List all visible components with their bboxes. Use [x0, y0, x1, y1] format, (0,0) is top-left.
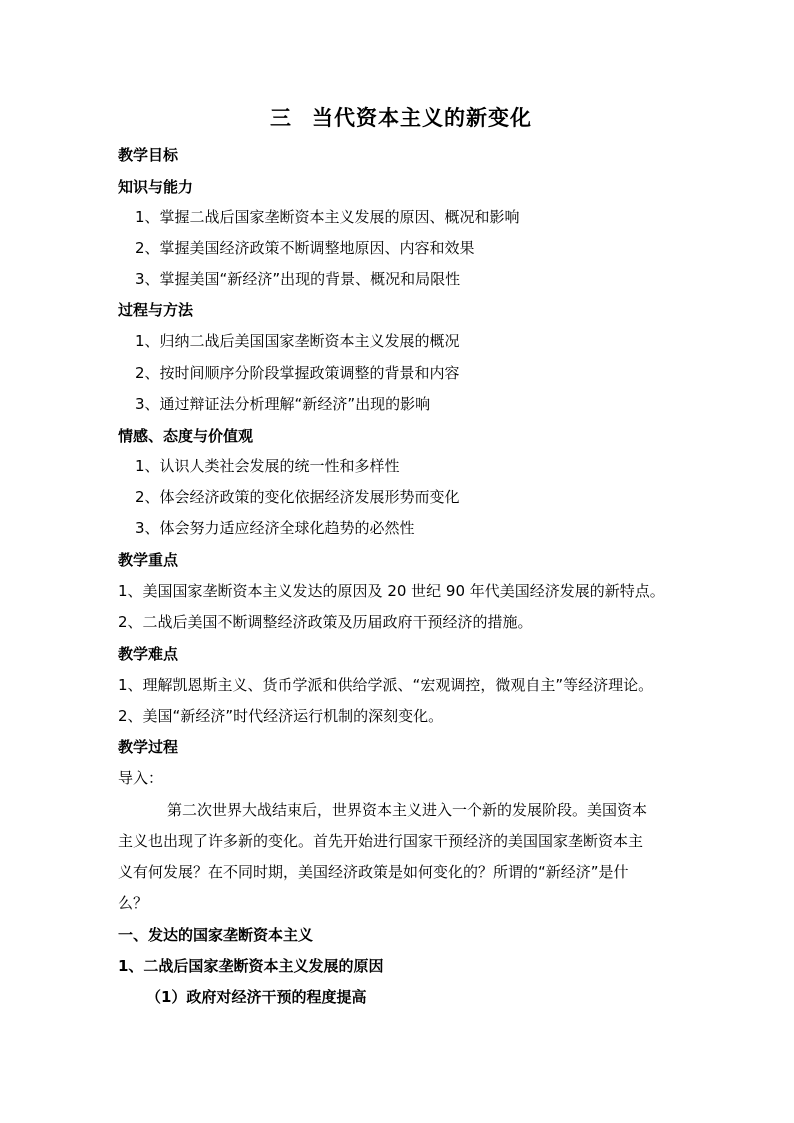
subsection-heading: 1、二战后国家垄断资本主义发展的原因: [118, 957, 384, 975]
intro-paragraph-line: 主义也出现了许多新的变化。首先开始进行国家干预经济的美国国家垄断资本主: [118, 832, 644, 850]
knowledge-item: 1、掌握二战后国家垄断资本主义发展的原因、概况和影响: [135, 208, 520, 226]
knowledge-heading: 知识与能力: [118, 178, 194, 196]
objectives-heading: 教学目标: [118, 146, 179, 164]
key-point-item: 1、美国国家垄断资本主义发达的原因及 20 世纪 90 年代美国经济发展的新特点。: [118, 582, 665, 600]
key-point-item: 2、二战后美国不断调整经济政策及历届政府干预经济的措施。: [118, 613, 533, 631]
title-number: 三: [270, 106, 292, 130]
process-item: 3、通过辩证法分析理解“新经济”出现的影响: [135, 395, 431, 413]
document-title: [270, 104, 532, 132]
intro-paragraph-line: 第二次世界大战结束后，世界资本主义进入一个新的发展阶段。美国资本: [167, 801, 648, 819]
process-item: 2、按时间顺序分阶段掌握政策调整的背景和内容: [135, 364, 460, 382]
intro-paragraph-line: 义有何发展？在不同时期，美国经济政策是如何变化的？所谓的“新经济”是什: [118, 863, 629, 881]
point-heading: （1）政府对经济干预的程度提高: [146, 988, 367, 1006]
intro-label: 导入：: [118, 769, 164, 787]
difficulty-item: 1、理解凯恩斯主义、货币学派和供给学派、“宏观调控，微观自主”等经济理论。: [118, 676, 654, 694]
values-item: 3、体会努力适应经济全球化趋势的必然性: [135, 519, 415, 537]
procedure-heading: 教学过程: [118, 738, 179, 756]
knowledge-item: 3、掌握美国“新经济”出现的背景、概况和局限性: [135, 270, 461, 288]
values-heading: 情感、态度与价值观: [118, 427, 254, 445]
values-item: 1、认识人类社会发展的统一性和多样性: [135, 457, 400, 475]
process-heading: 过程与方法: [118, 301, 194, 319]
intro-paragraph-line: 么？: [118, 894, 149, 912]
process-item: 1、归纳二战后美国国家垄断资本主义发展的概况: [135, 332, 460, 350]
values-item: 2、体会经济政策的变化依据经济发展形势而变化: [135, 488, 460, 506]
key-points-heading: 教学重点: [118, 551, 179, 569]
difficulty-item: 2、美国“新经济”时代经济运行机制的深刻变化。: [118, 707, 444, 725]
title-text: 当代资本主义的新变化: [312, 106, 532, 130]
difficulties-heading: 教学难点: [118, 645, 179, 663]
part-one-heading: 一、发达的国家垄断资本主义: [118, 926, 314, 944]
knowledge-item: 2、掌握美国经济政策不断调整地原因、内容和效果: [135, 239, 475, 257]
